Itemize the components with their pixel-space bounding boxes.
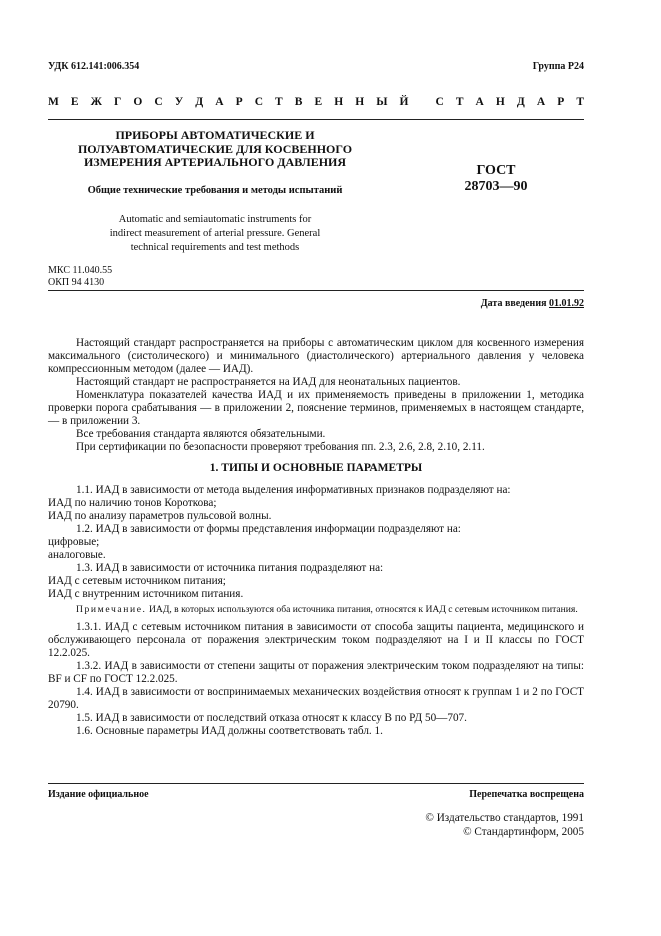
- banner-letter: Т: [455, 96, 464, 108]
- banner-letter: Р: [557, 96, 565, 108]
- note: [48, 604, 584, 616]
- intro-text: [48, 337, 584, 454]
- section1-body: [48, 484, 584, 738]
- official-edition: Издание официальное: [48, 789, 149, 800]
- banner-letter: А: [475, 96, 484, 108]
- title-en-line: technical requirements and test methods: [130, 242, 300, 253]
- section-line: 1.3. ИАД в зависимости от источника питания подразделяют на:: [76, 562, 384, 574]
- intro-paragraph: Все требования стандарта являются обязательными.: [76, 428, 326, 440]
- banner-letter: С: [254, 96, 263, 108]
- section-line: цифровые;: [48, 536, 100, 548]
- paragraph-1-5: 1.5. ИАД в зависимости от последствий отказа относят к классу В по РД 50—707.: [76, 712, 467, 724]
- copyright-block: [425, 811, 584, 839]
- title-rule: [48, 290, 584, 291]
- title-en-line: indirect measurement of arterial pressure. General: [109, 228, 321, 239]
- group-code: Группа Р24: [532, 61, 584, 72]
- note-label: Примечание.: [76, 604, 147, 615]
- banner-letter: Е: [70, 96, 79, 108]
- section-line: ИАД с внутренним источником питания.: [48, 588, 244, 600]
- copyright-line: © Стандартинформ, 2005: [463, 826, 584, 838]
- section-line: ИАД с сетевым источником питания;: [48, 575, 226, 587]
- section-heading: 1. ТИПЫ И ОСНОВНЫЕ ПАРАМЕТРЫ: [209, 462, 423, 474]
- banner-letter: Е: [314, 96, 323, 108]
- okp-code: ОКП 94 4130: [48, 277, 105, 288]
- intro-paragraph: Настоящий стандарт распространяется на приборы с автоматическим циклом для косвенного измерения максимального (систолического) и минимального (диастолического) артериального давления у человека компрессионным методом (далее — ИАД).: [48, 337, 584, 375]
- effective-date-label: Дата введения: [480, 298, 547, 309]
- banner-letter: Й: [399, 96, 409, 108]
- title-ru-line: ПРИБОРЫ АВТОМАТИЧЕСКИЕ И: [115, 128, 315, 142]
- title-en: [48, 213, 382, 255]
- banner-letter: Н: [334, 96, 344, 108]
- paragraph-1-4: 1.4. ИАД в зависимости от воспринимаемых механических воздействия относят к группам 1 и 2 по ГОСТ 20790.: [48, 686, 584, 711]
- banner-letter: О: [133, 96, 143, 108]
- banner-letter: Ж: [90, 96, 102, 108]
- banner-letter: А: [536, 96, 546, 108]
- banner-letter: Д: [516, 96, 525, 108]
- banner-letter: Т: [576, 96, 584, 108]
- section-line: 1.1. ИАД в зависимости от метода выделения информативных признаков подразделяют на:: [76, 484, 511, 496]
- banner-letter: У: [174, 96, 184, 108]
- banner-letter: С: [435, 96, 444, 108]
- reprint-notice: Перепечатка воспрещена: [469, 789, 584, 800]
- intro-paragraph: При сертификации по безопасности проверяют требования пп. 2.3, 2.6, 2.8, 2.10, 2.11.: [76, 441, 485, 453]
- mks-code: МКС 11.040.55: [48, 265, 113, 276]
- note-text: ИАД, в которых используются оба источника питания, относятся к ИАД с сетевым источником питания.: [148, 604, 578, 615]
- banner-letter: Н: [495, 96, 505, 108]
- title-ru-line: ПОЛУАВТОМАТИЧЕСКИЕ ДЛЯ КОСВЕННОГО: [77, 141, 353, 156]
- banner-letter: Г: [114, 96, 122, 108]
- udk-code: УДК 612.141:006.354: [48, 61, 140, 72]
- banner-letter: Р: [235, 96, 243, 108]
- title-en-line: Automatic and semiautomatic instruments for: [118, 214, 312, 225]
- intro-paragraph: Настоящий стандарт не распространяется на ИАД для неонатальных пациентов.: [76, 376, 461, 388]
- banner-letter: Т: [275, 96, 283, 108]
- gost-number: 28703—90: [464, 179, 528, 194]
- copyright-line: © Издательство стандартов, 1991: [425, 812, 584, 824]
- banner-letter: Н: [355, 96, 365, 108]
- subtitle-ru: Общие технические требования и методы испытаний: [87, 185, 343, 196]
- section-line: ИАД по наличию тонов Короткова;: [48, 497, 217, 509]
- gost-designation: [436, 163, 556, 195]
- section-line: ИАД по анализу параметров пульсовой волны.: [48, 510, 272, 522]
- effective-date-value: 01.01.92: [549, 298, 584, 309]
- banner-letter: С: [154, 96, 163, 108]
- banner-letter: В: [294, 96, 303, 108]
- paragraph-1-3-1: 1.3.1. ИАД с сетевым источником питания в зависимости от способа защиты пациента, медицинского и обслуживающего персонала от поражения электрическим током подразделяют на I и II классы по ГОСТ 12.2.025.: [48, 621, 584, 659]
- footer-rule: [48, 783, 584, 784]
- banner-letter: А: [215, 96, 224, 108]
- title-ru-line: ИЗМЕРЕНИЯ АРТЕРИАЛЬНОГО ДАВЛЕНИЯ: [83, 155, 347, 169]
- header-rule: [48, 119, 584, 120]
- banner-letter: [421, 96, 424, 108]
- section-line: аналоговые.: [48, 549, 106, 561]
- standard-type-banner: [48, 96, 584, 108]
- paragraph-1-6: 1.6. Основные параметры ИАД должны соответствовать табл. 1.: [76, 725, 383, 737]
- banner-letter: Д: [195, 96, 204, 108]
- section-line: 1.2. ИАД в зависимости от формы представления информации подразделяют на:: [76, 523, 461, 535]
- paragraph-1-3-2: 1.3.2. ИАД в зависимости от степени защиты от поражения электрическим током подразделяют на типы: BF и CF по ГОСТ 12.2.025.: [48, 660, 584, 685]
- intro-paragraph: Номенклатура показателей качества ИАД и их применяемость приведены в приложении 1, методика проверки порога срабатывания — в приложении 2, пояснение терминов, применяемых в настоящем стандарте, — в приложении 3.: [48, 389, 584, 427]
- title-ru: [48, 129, 382, 170]
- banner-letter: М: [48, 96, 59, 108]
- classification-codes: [48, 265, 112, 289]
- gost-label: ГОСТ: [476, 163, 516, 178]
- effective-date: [481, 298, 584, 309]
- banner-letter: Ы: [376, 96, 388, 108]
